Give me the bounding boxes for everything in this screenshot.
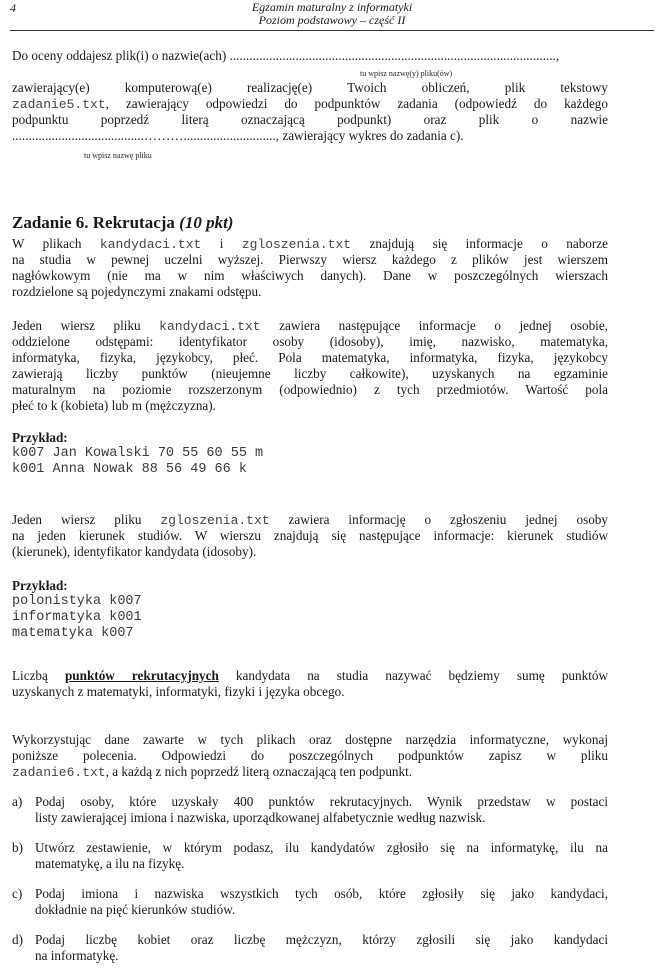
example-2-line-2: informatyka k001	[12, 610, 142, 625]
instructions-line-2: poniższe polecenia. Odpowiedzi do poszczególnych podpunktów zapisz w pliku	[12, 748, 608, 763]
list-item-line-2: dokładnie na pięć kierunków studiów.	[35, 902, 236, 917]
header-rule	[10, 30, 654, 31]
list-marker: c)	[12, 886, 23, 901]
example-2-line-1: polonistyka k007	[12, 594, 142, 609]
list-item-line-1: Podaj osoby, które uzyskały 400 punktów rekrutacyjnych. Wynik przedstaw w postaci	[35, 794, 608, 809]
intro-line-4: rozdzielone są pojedynczymi znakami odstępu.	[12, 284, 262, 299]
example-1-line-1: k007 Jan Kowalski 70 55 60 55 m	[12, 446, 264, 461]
list-item-line-1: Podaj imiona i nazwiska wszystkich tych osób, które zgłosiły się jako kandydaci,	[35, 886, 608, 901]
hint-file-name: tu wpisz nazwę pliku	[84, 151, 152, 160]
submission-line-1: Do oceny oddajesz plik(i) o nazwie(ach) ...................................................................................................,	[12, 48, 560, 63]
points-def-line-1: Liczbą punktów rekrutacyjnych kandydata na studia nazywać będziemy sumę punktów	[12, 668, 608, 683]
kand-desc-line-3: informatyka, fizyka, językobcy, płeć. Pola matematyka, informatyka, fizyka, językobcy	[12, 350, 608, 365]
zgl-desc-line-2: na jeden kierunek studiów. W wierszu znajdują się następujące informacje: kierunek studiów	[12, 528, 608, 543]
header-line-1: Egzamin maturalny z informatyki	[251, 0, 413, 14]
kand-desc-line-4: zawierają liczby punktów (nieujemne liczby całkowite), uzyskanych na egzaminie	[12, 366, 608, 381]
list-item-line-2: matematykę, a ilu na fizykę.	[35, 856, 185, 871]
submission-line-5: ........................................………............................, zawierający wykres do zadania c).	[12, 128, 464, 143]
zgl-desc-line-1: Jeden wiersz pliku zgloszenia.txt zawiera informację o zgłoszeniu jednej osoby	[12, 512, 608, 528]
page-number: 4	[10, 1, 16, 15]
list-item	[12, 794, 608, 826]
list-marker: b)	[12, 840, 23, 855]
kand-desc-line-6: płeć to k (kobieta) lub m (mężczyzna).	[12, 398, 216, 413]
list-item	[12, 932, 608, 964]
points-def-line-2: uzyskanych z matematyki, informatyki, fizyki i języka obcego.	[12, 684, 345, 699]
list-item-line-1: Podaj liczbę kobiet oraz liczbę mężczyzn, którzy zgłosili się jako kandydaci	[35, 932, 608, 947]
instructions-line-3: zadanie6.txt, a każdą z nich poprzedź literą oznaczającą ten podpunkt.	[12, 764, 413, 780]
kand-desc-line-1: Jeden wiersz pliku kandydaci.txt zawiera następujące informacje o jednej osobie,	[12, 318, 608, 334]
kand-desc-line-5: maturalnym na poziomie rozszerzonym (odpowiednio) z tych przedmiotów. Wartość pola	[12, 382, 608, 397]
instructions-line-1: Wykorzystując dane zawarte w tych plikach oraz dostępne narzędzia informatyczne, wykonaj	[12, 732, 608, 747]
list-item-line-2: na informatykę.	[35, 948, 119, 963]
example-1-line-2: k001 Anna Nowak 88 56 49 66 k	[12, 462, 247, 477]
intro-line-1: W plikach kandydaci.txt i zgloszenia.txt znajdują się informacje o naborze	[12, 236, 608, 252]
submission-line-4: podpunktu poprzedź literą oznaczającą podpunkt) oraz plik o nazwie	[12, 112, 608, 127]
header-line-2: Poziom podstawowy – część II	[258, 13, 406, 27]
zgl-desc-line-3: (kierunek), identyfikator kandydata (idosoby).	[12, 544, 257, 559]
example-label-2: Przykład:	[12, 578, 68, 593]
list-marker: d)	[12, 932, 23, 947]
task-title: Zadanie 6. Rekrutacja (10 pkt)	[12, 213, 234, 232]
intro-line-2: na studia w pewnej uczelni wyższej. Pierwszy wiersz każdego z plików jest wierszem	[12, 252, 608, 267]
list-marker: a)	[12, 794, 23, 809]
hint-file-names: tu wpisz nazwę(y) pliku(ów)	[360, 69, 453, 78]
kand-desc-line-2: oddzielone odstępami: identyfikator osoby (idosoby), imię, nazwisko, matematyka,	[12, 334, 608, 349]
list-item-line-1: Utwórz zestawienie, w którym podasz, ilu kandydatów zgłosiło się na informatykę, ilu na	[35, 840, 608, 855]
example-2-line-3: matematyka k007	[12, 626, 134, 641]
list-item	[12, 886, 608, 918]
intro-line-3: nagłówkowym (nie ma w nim właściwych danych). Dane w poszczególnych wierszach	[12, 268, 608, 283]
submission-line-3: zadanie5.txt, zawierający odpowiedzi do podpunktów zadania (odpowiedź do każdego	[12, 96, 608, 112]
list-item	[12, 840, 608, 872]
example-label-1: Przykład:	[12, 430, 68, 445]
submission-line-2: zawierający(e) komputerową(e) realizację(e) Twoich obliczeń, plik tekstowy	[12, 80, 608, 95]
list-item-line-2: listy zawierającej imiona i nazwiska, uporządkowanej alfabetycznie według nazwisk.	[35, 810, 486, 825]
